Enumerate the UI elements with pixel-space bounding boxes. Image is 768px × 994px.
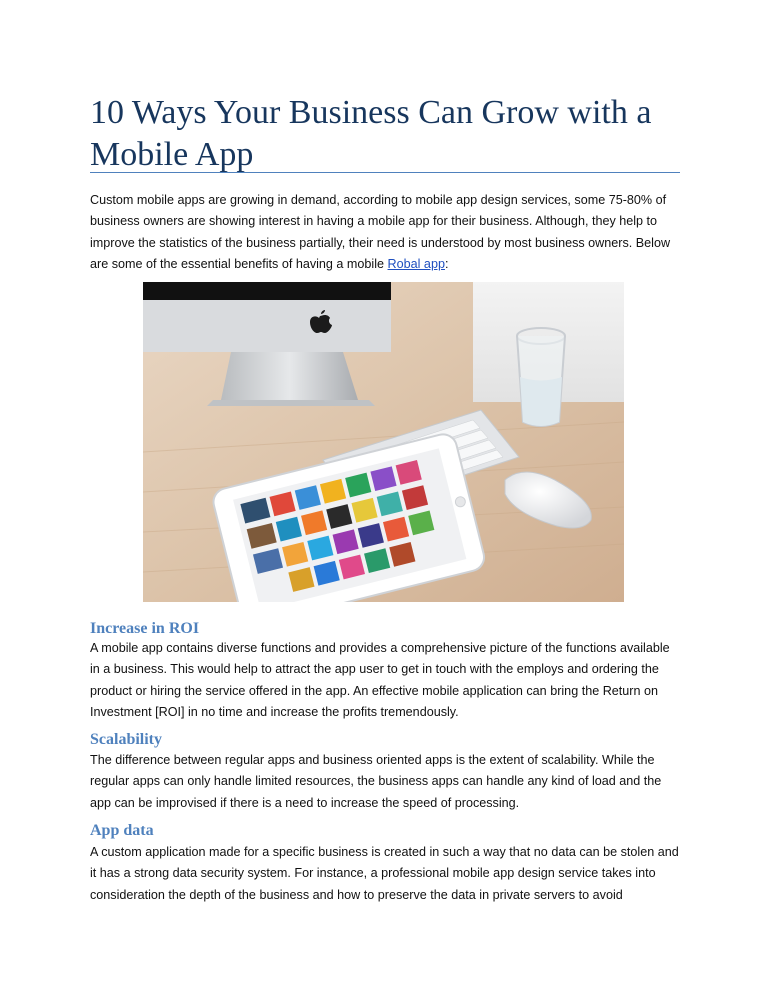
- intro-paragraph: [90, 190, 682, 276]
- intro-colon: :: [444, 257, 449, 272]
- heading-increase-in-roi: Increase in ROI: [90, 620, 200, 637]
- heading-scalability: Scalability: [90, 731, 163, 748]
- paragraph-increase-in-roi: A mobile app contains diverse functions and provides a comprehensive picture of the functions available in a business. This would help to attract the app user to get in touch with the employs and ordering the product or hiring the service offered in the app. An effective mobile application can bring the Return on Investment [ROI] in no time and increase the profits tremendously.: [90, 641, 670, 720]
- intro-text: Custom mobile apps are growing in demand, according to mobile app design services, some 75-80% of business owners are showing interest in having a mobile app for their business. Although, they help to improve the statistics of the business partially, their need is understood by most business owners. Below are some of the essential benefits of having a mobile: [90, 193, 671, 272]
- robal-app-link[interactable]: Robal app: [387, 257, 445, 272]
- desk-photo: [143, 282, 624, 602]
- page-title: 10 Ways Your Business Can Grow with a Mobile App: [90, 94, 652, 173]
- paragraph-app-data: A custom application made for a specific business is created in such a way that no data can be stolen and it has a strong data security system. For instance, a professional mobile app design service takes into consideration the depth of the business and how to preserve the data in private servers to avoid: [90, 845, 679, 902]
- paragraph-scalability: The difference between regular apps and business oriented apps is the extent of scalability. While the regular apps can only handle limited resources, the business apps can handle any kind of load and the app can be improvised if there is a need to increase the speed of processing.: [90, 753, 662, 810]
- title-underline: [90, 172, 680, 173]
- heading-app-data: App data: [90, 822, 154, 839]
